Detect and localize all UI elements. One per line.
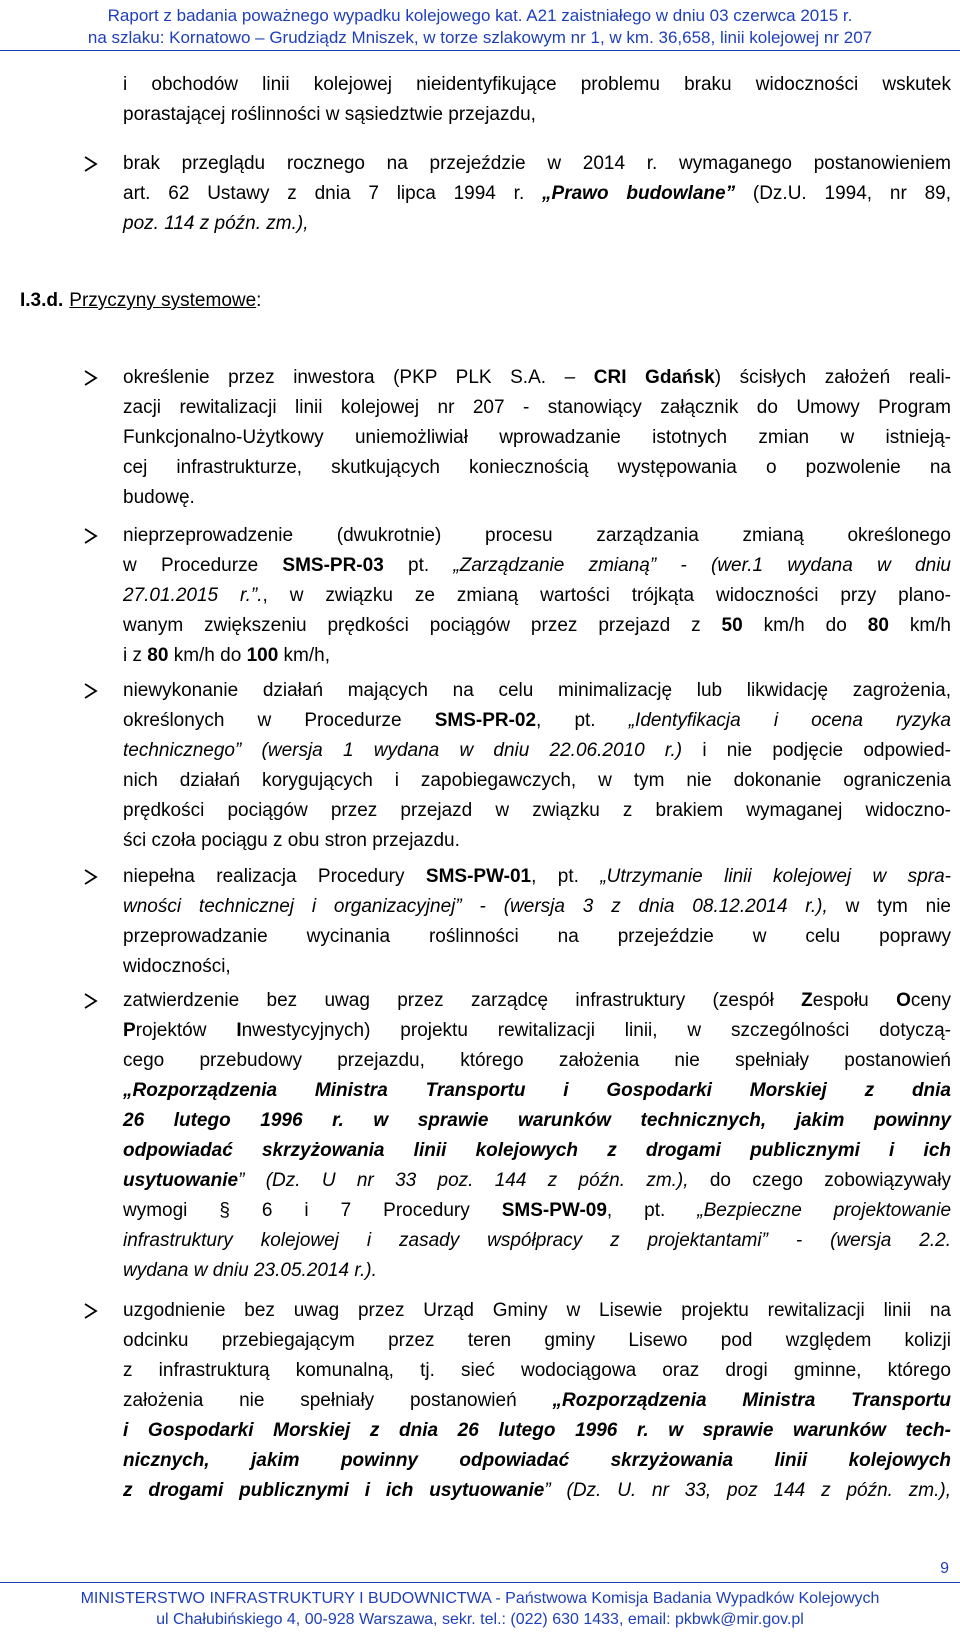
speed-value: 80 [867,615,889,636]
speed-value: 50 [721,615,743,636]
text-line: porastającej roślinności w sąsiedztwie przejazdu, [123,104,536,125]
text-line [123,581,951,611]
procedure-title: „Identyfikacja i ocena ryzyka [628,710,951,731]
text-span: ceny [910,990,951,1011]
text-span: (Dz.U. 1994, nr 89, [735,183,951,204]
text-line: z infrastrukturą komunalną, tj. sieć wodociągowa oraz drogi gminne, którego [123,1360,951,1381]
text-line: prędkości pociągów przez przejazd w związku z brakiem wymaganej widoczno- [123,800,951,821]
text-span: określenie przez inwestora (PKP PLK S.A. – [123,367,594,388]
arrow-bullet-icon [83,862,99,892]
text-line: Funkcjonalno-Użytkowy uniemożliwiał wprowadzanie istotnych zmian w istnieją- [123,427,951,448]
text-span: określonych w Procedurze [123,710,435,731]
text-span: zatwierdzenie bez uwag przez zarządcę infrastruktury (zespół [123,990,802,1011]
section-heading [20,286,261,316]
section-number: I.3.d. [20,290,64,311]
text-span: wanym zwiększeniu prędkości pociągów przez przejazd z [123,615,722,636]
regulation-title: z drogami publicznymi i ich usytuowanie [123,1480,545,1501]
text-line: i obchodów linii kolejowej nieidentyfikujące problemu braku widoczności wskutek [123,74,951,95]
footer-institution: MINISTERSTWO INFRASTRUKTURY I BUDOWNICTWA - Państwowa Komisja Badania Wypadków Kolejowych [80,1590,880,1607]
bullet-item-project-approval [123,986,951,1286]
text-line [123,1076,951,1106]
text-line [123,209,951,239]
arrow-bullet-icon [83,986,99,1016]
text-line [123,641,951,671]
text-span: km/h [888,615,951,636]
speed-value: 80 [147,645,169,666]
text-span: espołu [812,990,897,1011]
arrow-bullet-icon [83,363,99,393]
acronym-letter: P [123,1020,136,1041]
text-line [123,551,951,581]
procedure-title: „Zarządzanie zmianą” - (wer.1 wydana w dniu [453,555,951,576]
text-span: i z [123,645,148,666]
report-header-location: na szlaku: Kornatowo – Grudziądz Mniszek, w torze szlakowym nr 1, w km. 36,658, linii kolejowej nr 207 [87,28,873,47]
text-line [123,179,951,209]
text-line: nieprzeprowadzenie (dwukrotnie) procesu zarządzania zmianą określonego [123,525,951,546]
section-title: Przyczyny systemowe [69,290,257,311]
text-line [123,1196,951,1226]
text-line [123,862,951,892]
header-divider [0,50,960,51]
bullet-item-maintenance-procedure [123,862,951,982]
text-line [123,1446,951,1476]
text-line [123,1166,951,1196]
text-line: przeprowadzanie wycinania roślinności na przejeździe w celu poprawy [123,926,951,947]
procedure-code: SMS-PR-02 [434,710,537,731]
text-span: w Procedurze [123,555,283,576]
regulation-title: „Rozporządzenia Ministra Transportu i Gospodarki Morskiej z dnia [123,1080,951,1101]
bullet-item-change-management [123,521,951,671]
arrow-bullet-icon [83,676,99,706]
text-line: zacji rewitalizacji linii kolejowej nr 207 - stanowiący załącznik do Umowy Program [123,397,951,418]
text-line [123,1256,951,1286]
arrow-bullet-icon [83,1296,99,1326]
text-line [123,1016,951,1046]
bullet-item-risk-mitigation [123,676,951,856]
regulation-title: 26 lutego 1996 r. w sprawie warunków technicznych, jakim powinny [123,1110,951,1131]
text-line [123,986,951,1016]
text-span: km/h do [168,645,247,666]
regulation-title: i Gospodarki Morskiej z dnia 26 lutego 1996 r. w sprawie warunków tech- [123,1420,951,1441]
text-line: brak przeglądu rocznego na przejeździe w 2014 r. wymaganego postanowieniem [123,153,951,174]
text-line [123,892,951,922]
arrow-bullet-icon [83,149,99,179]
regulation-title: odpowiadać skrzyżowania linii kolejowych z drogami publicznymi i ich [123,1140,951,1161]
text-line: cej infrastrukturze, skutkujących koniecznością występowania o pozwolenie na [123,457,951,478]
procedure-title: „Bezpieczne projektowanie [697,1200,952,1221]
text-line [123,706,951,736]
citation: poz. 114 z późn. zm.), [123,213,309,234]
text-line [123,363,951,393]
arrow-bullet-icon [83,521,99,551]
procedure-title: wności technicznej i organizacyjnej” - (wersja 3 z dnia 08.12.2014 r.), [123,896,828,917]
text-span: niepełna realizacja Procedury [123,866,426,887]
text-span: w tym nie [827,896,951,917]
procedure-code: SMS-PR-03 [282,555,384,576]
speed-value: 100 [246,645,279,666]
section-colon: : [256,290,262,311]
procedure-code: SMS-PW-01 [425,866,532,887]
procedure-title: infrastruktury kolejowej i zasady współpracy z projektantami” - (wersja 2.2. [123,1230,951,1251]
text-bold: CRI Gdańsk [593,367,715,388]
procedure-title: 27.01.2015 r.”. [123,585,263,606]
text-line: budowę. [123,487,195,508]
text-span: , pt. [606,1200,698,1221]
text-line: widoczności, [123,956,231,977]
text-line: niewykonanie działań mających na celu minimalizację lub likwidację zagrożenia, [123,680,951,701]
footer-address: ul Chałubińskiego 4, 00-928 Warszawa, sekr. tel.: (022) 630 1433, email: pkbwk@mir.gov.pl [156,1611,804,1628]
text-line [123,1136,951,1166]
text-span: nwestycyjnych) projektu rewitalizacji linii, w szczególności dotyczą- [241,1020,951,1041]
procedure-title: wydana w dniu 23.05.2014 r.). [123,1260,377,1281]
text-line [123,1386,951,1416]
law-title: „Prawo budowlane” [542,183,736,204]
citation: ” (Dz. U. nr 33, poz 144 z późn. zm.), [544,1480,951,1501]
regulation-title: usytuowanie [123,1170,239,1191]
text-span: , pt. [531,866,601,887]
text-span: , pt. [536,710,629,731]
footer-divider [0,1582,960,1583]
text-span: art. 62 Ustawy z dnia 7 lipca 1994 r. [123,183,543,204]
acronym-letter: Z [801,990,813,1011]
bullet-item-annual-inspection [123,149,951,239]
citation: ” (Dz. U nr 33 poz. 144 z późn. zm.), [238,1170,689,1191]
acronym-letter: O [896,990,911,1011]
text-span: do czego zobowiązywały [688,1170,951,1191]
text-line: uzgodnienie bez uwag przez Urząd Gminy w Lisewie projektu rewitalizacji linii na [123,1300,951,1321]
report-header-title: Raport z badania poważnego wypadku kolejowego kat. A21 zaistniałego w dniu 03 czerwca 2015 r. [107,6,853,25]
text-line [123,1476,951,1506]
text-span: pt. [383,555,454,576]
text-line [123,736,951,766]
bullet-item-investor-assumptions [123,363,951,513]
page-number: 9 [940,1560,949,1577]
text-span: i nie podjęcie odpowied- [682,740,951,761]
text-line: nich działań korygujących i zapobiegawczych, w tym nie dokonanie ograniczenia [123,770,951,791]
text-line [123,1226,951,1256]
procedure-code: SMS-PW-09 [501,1200,607,1221]
text-span: km/h do [742,615,868,636]
acronym-letter: I [236,1020,242,1041]
text-line: cego przebudowy przejazdu, którego założenia nie spełniały postanowień [123,1050,951,1071]
text-line: ści czoła pociągu z obu stron przejazdu. [123,830,460,851]
text-line [123,611,951,641]
text-line [123,1106,951,1136]
bullet-item-municipal-approval [123,1296,951,1506]
text-line: odcinku przebiegającym przez teren gminy Lisewo pod względem kolizji [123,1330,951,1351]
text-span: , w związku ze zmianą wartości trójkąta widoczności przy plano- [262,585,951,606]
text-span: rojektów [135,1020,237,1041]
continuation-paragraph [123,70,951,130]
regulation-title: „Rozporządzenia Ministra Transportu [552,1390,951,1411]
text-line [123,1416,951,1446]
text-span: km/h, [278,645,331,666]
text-span: ) ścisłych założeń reali- [714,367,951,388]
text-span: założenia nie spełniały postanowień [123,1390,553,1411]
regulation-title: nicznych, jakim powinny odpowiadać skrzyżowania linii kolejowych [123,1450,951,1471]
text-span: wymogi § 6 i 7 Procedury [123,1200,502,1221]
procedure-title: technicznego” (wersja 1 wydana w dniu 22.06.2010 r.) [123,740,683,761]
procedure-title: „Utrzymanie linii kolejowej w spra- [600,866,951,887]
